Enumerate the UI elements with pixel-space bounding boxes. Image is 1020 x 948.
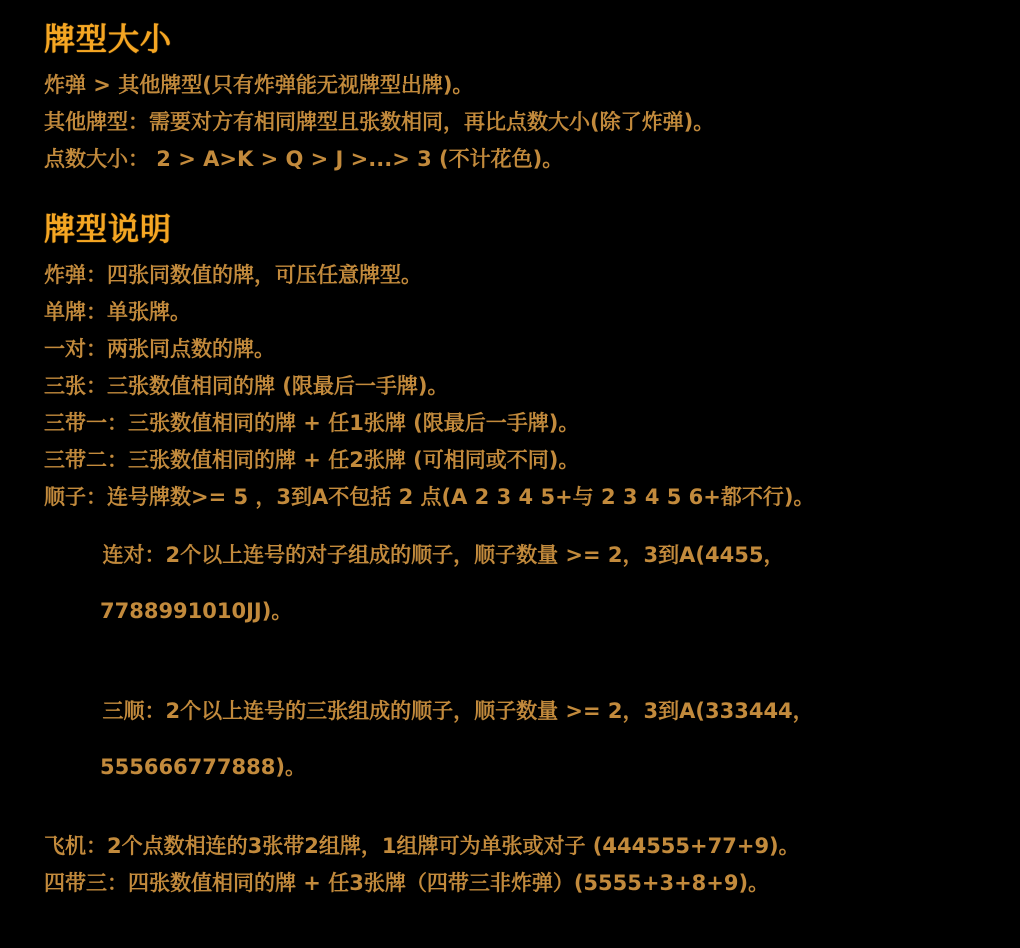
section-title-card-type-size: 牌型大小 — [44, 22, 172, 58]
rule-line: 其他牌型：需要对方有相同牌型且张数相同，再比点数大小(除了炸弹)。 — [44, 110, 715, 135]
section-card-type-size — [44, 22, 980, 170]
rule-line-triple-plus-two: 三带二：三张数值相同的牌 + 任2张牌 (可相同或不同)。 — [44, 448, 580, 473]
rule-line-bomb: 炸弹：四张同数值的牌，可压任意牌型。 — [44, 263, 422, 288]
rule-line-consecutive-pairs-continued: 7788991010JJ)。 — [100, 599, 293, 624]
rule-line-triple-plus-one: 三带一：三张数值相同的牌 + 任1张牌 (限最后一手牌)。 — [44, 411, 580, 436]
rule-line-single: 单牌：单张牌。 — [44, 300, 191, 325]
rule-line-straight: 顺子：连号牌数>= 5 ，3到A不包括 2 点(A 2 3 4 5+与 2 3 4 5 6+都不行)。 — [44, 485, 815, 510]
rule-line-consecutive-pairs-text: 连对：2个以上连号的对子组成的顺子，顺子数量 >= 2，3到A(4455， — [102, 543, 785, 568]
rule-line-triple-straight-text: 三顺：2个以上连号的三张组成的顺子，顺子数量 >= 2，3到A(333444， — [102, 699, 814, 724]
rule-line-triple-straight — [44, 680, 980, 820]
rule-line-triple-straight-continued: 555666777888)。 — [100, 755, 306, 780]
rule-line-triple: 三张：三张数值相同的牌 (限最后一手牌)。 — [44, 374, 449, 399]
rule-line: 炸弹 > 其他牌型(只有炸弹能无视牌型出牌)。 — [44, 73, 474, 98]
section-card-type-description — [44, 212, 980, 894]
rule-line: 点数大小： 2 > A>K > Q > J >...> 3 (不计花色)。 — [44, 147, 564, 172]
rules-list-card-type-size — [44, 75, 980, 170]
rules-list-card-type-description — [44, 265, 980, 894]
section-title-card-type-description: 牌型说明 — [44, 212, 172, 249]
rule-line-airplane: 飞机：2个点数相连的3张带2组牌，1组牌可为单张或对子 (444555+77+9)。 — [44, 834, 800, 859]
rule-line-consecutive-pairs — [44, 524, 980, 664]
rule-line-four-plus-three: 四带三：四张数值相同的牌 + 任3张牌（四带三非炸弹）(5555+3+8+9)。 — [44, 871, 770, 896]
rule-line-pair: 一对：两张同点数的牌。 — [44, 337, 275, 362]
